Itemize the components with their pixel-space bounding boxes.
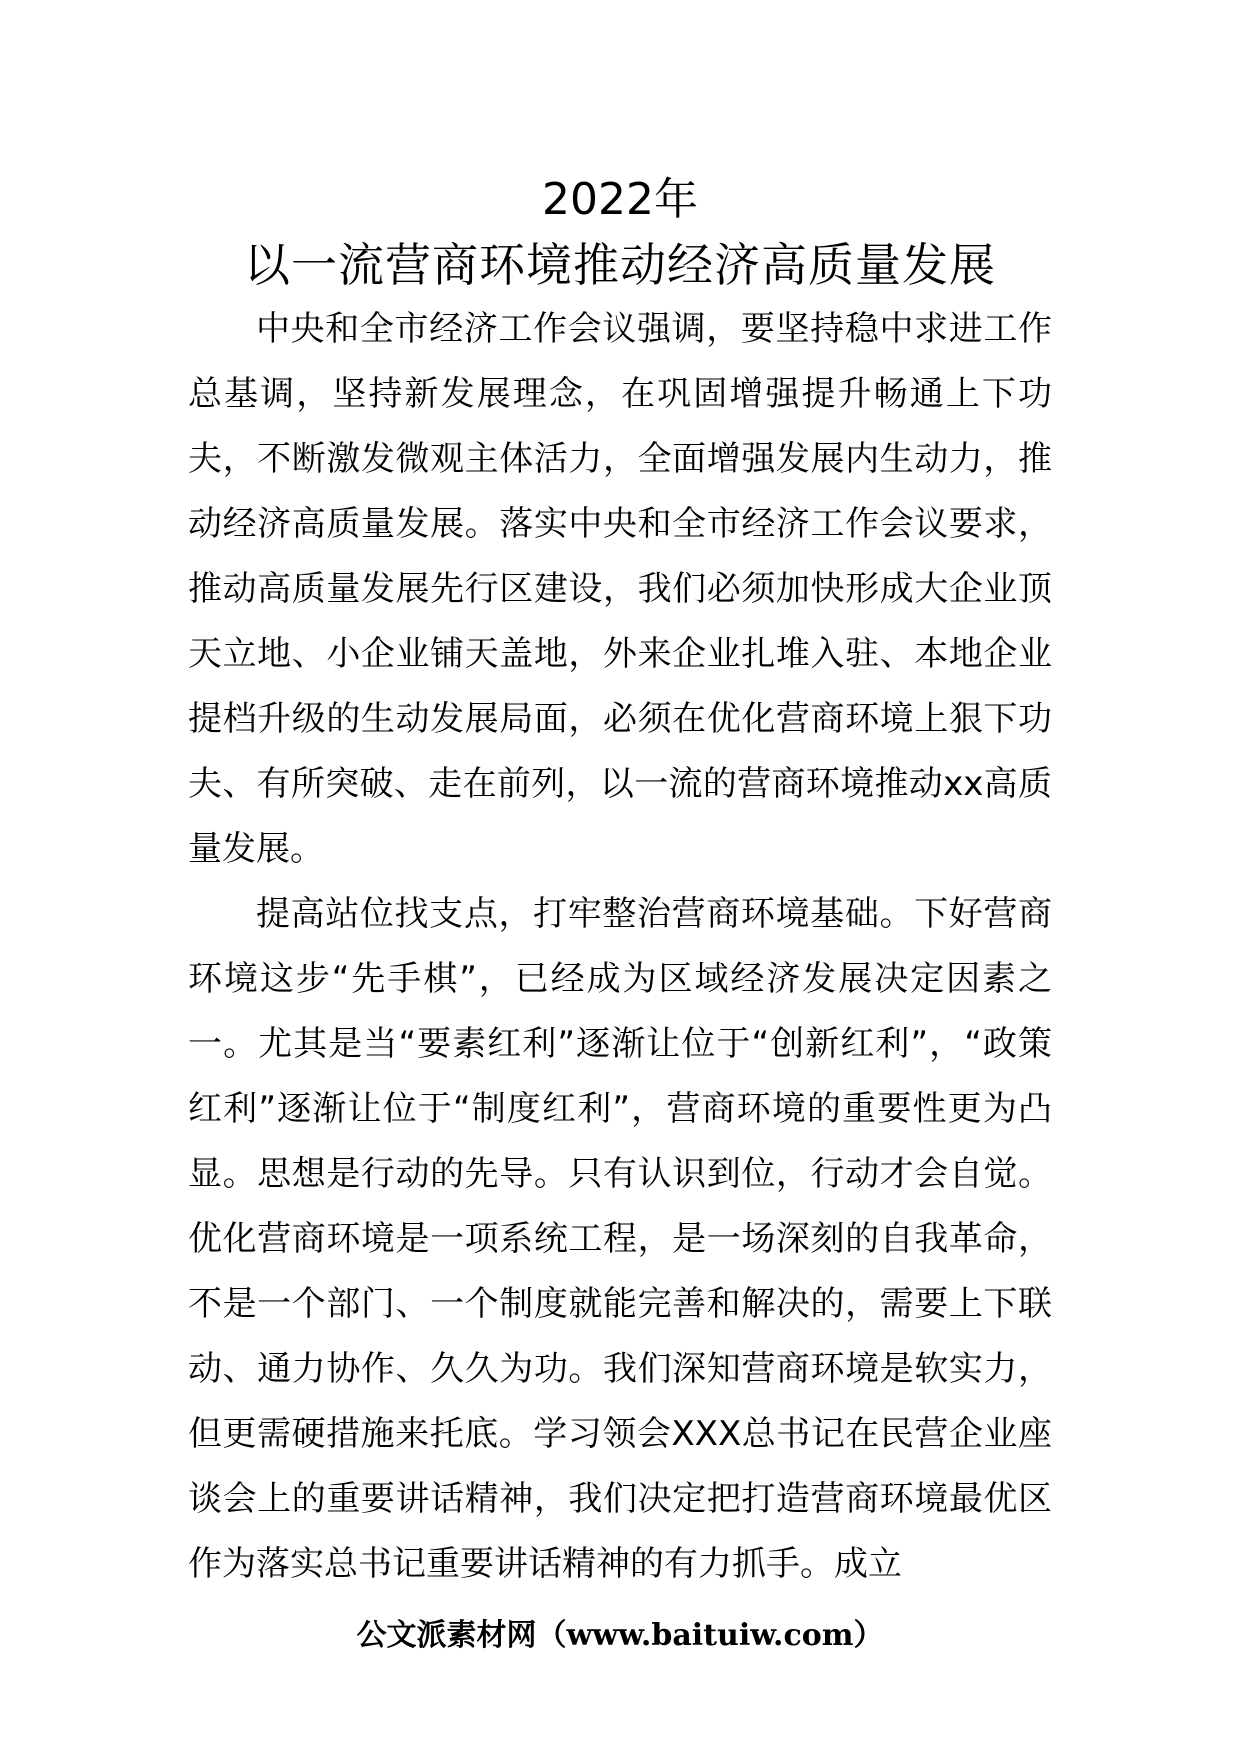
document-title-year: 2022年: [542, 174, 698, 225]
footer-watermark: 公文派素材网（www.baituiw.com）: [356, 1618, 884, 1653]
document-title: 以一流营商环境推动经济高质量发展: [244, 238, 996, 292]
paragraph-1: 中央和全市经济工作会议强调，要坚持稳中求进工作总基调，坚持新发展理念，在巩固增强提升畅通上下功夫，不断激发微观主体活力，全面增强发展内生动力，推动经济高质量发展。落实中央和全市经济工作会议要求，推动高质量发展先行区建设，我们必须加快形成大企业顶天立地、小企业铺天盖地，外来企业扎堆入驻、本地企业提档升级的生动发展局面，必须在优化营商环境上狠下功夫、有所突破、走在前列，以一流的营商环境推动xx高质量发展。: [188, 309, 1052, 869]
document-body: [188, 297, 1052, 1597]
paragraph-2: 提高站位找支点，打牢整治营商环境基础。下好营商环境这步“先手棋”，已经成为区域经济发展决定因素之一。尤其是当“要素红利”逐渐让位于“创新红利”，“政策红利”逐渐让位于“制度红利”，营商环境的重要性更为凸显。思想是行动的先导。只有认识到位，行动才会自觉。优化营商环境是一项系统工程，是一场深刻的自我革命，不是一个部门、一个制度就能完善和解决的，需要上下联动、通力协作、久久为功。我们深知营商环境是软实力，但更需硬措施来托底。学习领会XXX总书记在民营企业座谈会上的重要讲话精神，我们决定把打造营商环境最优区作为落实总书记重要讲话精神的有力抓手。成立: [188, 894, 1052, 1584]
